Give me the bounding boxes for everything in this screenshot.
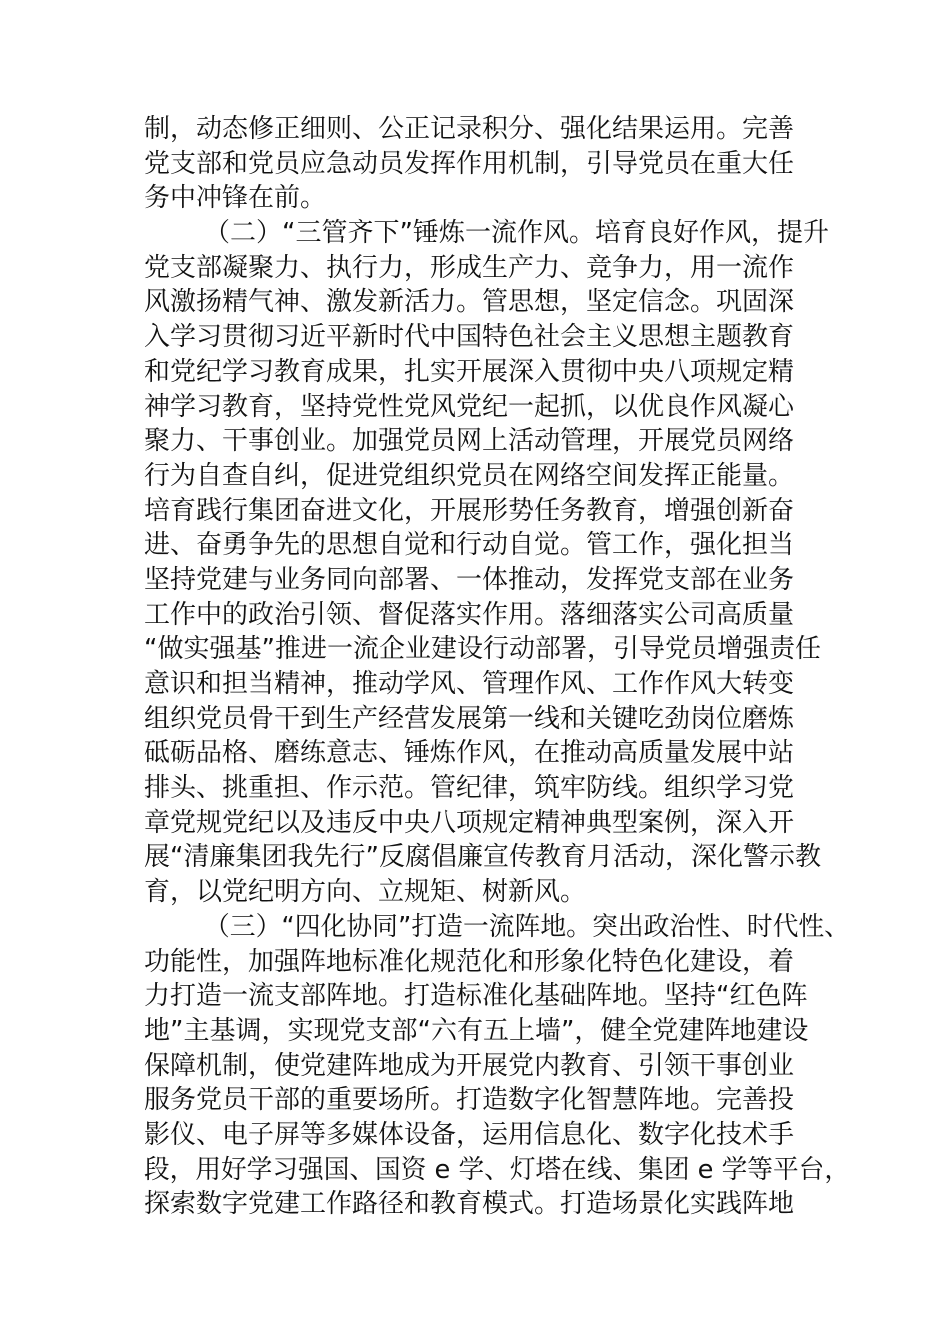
text-line: 段，用好学习强国、国资 e 学、灯塔在线、集团 e 学等平台， bbox=[144, 1154, 850, 1185]
text-line: 制，动态修正细则、公正记录积分、强化结果运用。完善 bbox=[144, 114, 795, 144]
text-line: 地”主基调，实现党支部“六有五上墙”，健全党建阵地建设 bbox=[144, 1015, 809, 1046]
text-line: 服务党员干部的重要场所。打造数字化智慧阵地。完善投 bbox=[144, 1085, 795, 1116]
text-line: 功能性，加强阵地标准化规范化和形象化特色化建设，着 bbox=[144, 946, 795, 977]
text-line: 入学习贯彻习近平新时代中国特色社会主义思想主题教育 bbox=[144, 322, 795, 353]
text-line: “做实强基”推进一流企业建设行动部署，引导党员增强责任 bbox=[144, 634, 821, 665]
body-text bbox=[144, 112, 850, 1222]
text-line: 展“清廉集团我先行”反腐倡廉宣传教育月活动，深化警示教 bbox=[144, 842, 821, 873]
text-line: 组织党员骨干到生产经营发展第一线和关键吃劲岗位磨炼 bbox=[144, 703, 795, 734]
text-line: 砥砺品格、磨练意志、锤炼作风，在推动高质量发展中站 bbox=[144, 738, 795, 769]
text-line: 章党规党纪以及违反中央八项规定精神典型案例，深入开 bbox=[144, 807, 795, 838]
text-line: 进、奋勇争先的思想自觉和行动自觉。管工作，强化担当 bbox=[144, 530, 795, 561]
text-line: 探索数字党建工作路径和教育模式。打造场景化实践阵地 bbox=[144, 1189, 795, 1220]
text-line: 力打造一流支部阵地。打造标准化基础阵地。坚持“红色阵 bbox=[144, 981, 808, 1012]
text-line: 党支部和党员应急动员发挥作用机制，引导党员在重大任 bbox=[144, 148, 795, 179]
text-line: （三）“四化协同”打造一流阵地。突出政治性、时代性、 bbox=[204, 911, 850, 942]
text-line: 党支部凝聚力、执行力，形成生产力、竞争力，用一流作 bbox=[144, 252, 795, 283]
text-line: 坚持党建与业务同向部署、一体推动，发挥党支部在业务 bbox=[144, 564, 795, 595]
text-line: 风激扬精气神、激发新活力。管思想，坚定信念。巩固深 bbox=[144, 287, 795, 318]
text-line: 工作中的政治引领、督促落实作用。落细落实公司高质量 bbox=[144, 599, 795, 630]
text-line: 行为自查自纠，促进党组织党员在网络空间发挥正能量。 bbox=[144, 460, 795, 491]
text-line: 意识和担当精神，推动学风、管理作风、工作作风大转变 bbox=[144, 669, 795, 699]
text-line: 影仪、电子屏等多媒体设备，运用信息化、数字化技术手 bbox=[144, 1119, 795, 1150]
text-line: 培育践行集团奋进文化，开展形势任务教育，增强创新奋 bbox=[144, 495, 795, 526]
text-line: 务中冲锋在前。 bbox=[144, 183, 327, 214]
text-line: 育，以党纪明方向、立规矩、树新风。 bbox=[144, 877, 587, 908]
text-line: 神学习教育，坚持党性党风党纪一起抓，以优良作风凝心 bbox=[144, 391, 795, 422]
text-line: 和党纪学习教育成果，扎实开展深入贯彻中央八项规定精 bbox=[144, 356, 795, 387]
text-line: 排头、挑重担、作示范。管纪律，筑牢防线。组织学习党 bbox=[144, 773, 795, 804]
text-line: （二）“三管齐下”锤炼一流作风。培育良好作风，提升 bbox=[204, 218, 829, 249]
text-line: 保障机制，使党建阵地成为开展党内教育、引领干事创业 bbox=[144, 1050, 795, 1081]
text-line: 聚力、干事创业。加强党员网上活动管理，开展党员网络 bbox=[144, 426, 795, 457]
